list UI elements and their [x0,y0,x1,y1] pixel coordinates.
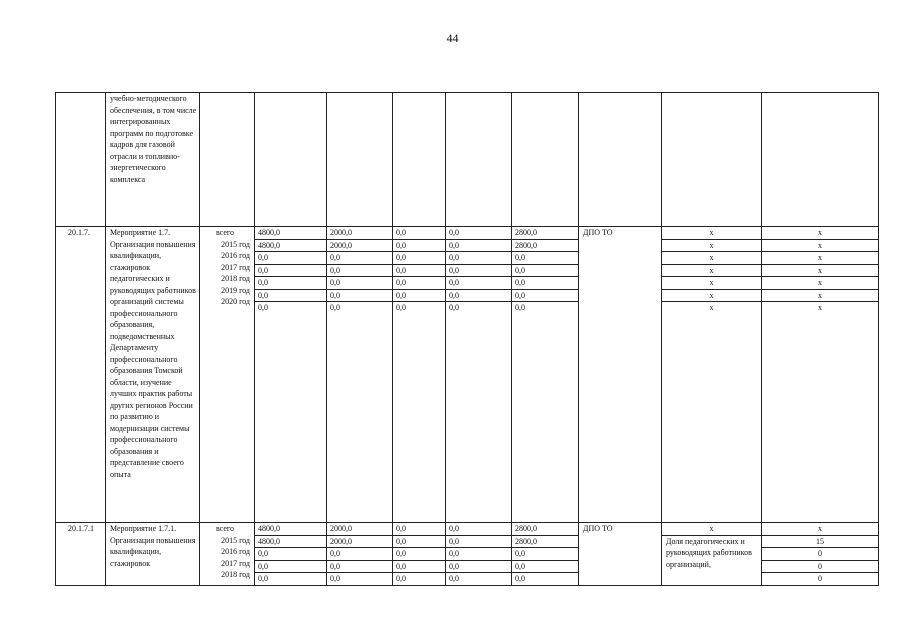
code-cell: 20.1.7. [56,227,106,523]
year-cell: всего 2015 год 2016 год 2017 год 2018 год 2019 год 2020 год [200,227,255,523]
indicator-cell: х Доля педагогических и руководящих работников организаций, [662,523,762,586]
local-cell: 0,0 0,0 0,0 0,0 0,0 0,0 0,0 [446,227,512,523]
executor-cell: ДПО ТО [579,227,662,523]
federal-cell: 2000,0 2000,0 0,0 0,0 0,0 [327,523,393,586]
federal-cell: 2000,0 2000,0 0,0 0,0 0,0 0,0 0,0 [327,227,393,523]
table-row [56,523,879,586]
year-cell: всего 2015 год 2016 год 2017 год 2018 год [200,523,255,586]
budget-table [55,92,879,586]
page-number: 44 [446,31,459,45]
code-cell [56,93,106,227]
table-row [56,227,879,523]
name-cell: учебно-методического обеспечения, в том числе интегрированных программ по подготовке кадров для газовой отрасли и топливно-энергетического комплекса [106,93,200,227]
total-cell: 4800,0 4800,0 0,0 0,0 0,0 0,0 0,0 [255,227,327,523]
name-cell: Мероприятие 1.7.1. Организация повышения квалификации, стажировок [106,523,200,586]
indicator-cell: х х х х х х х [662,227,762,523]
local-cell: 0,0 0,0 0,0 0,0 0,0 [446,523,512,586]
extra-budget-cell: 2800,0 2800,0 0,0 0,0 0,0 [512,523,579,586]
indicator-value-cell: х 15 0 0 0 [762,523,879,586]
total-cell: 4800,0 4800,0 0,0 0,0 0,0 [255,523,327,586]
indicator-text: Доля педагогических и руководящих работников организаций, [666,536,752,569]
regional-cell: 0,0 0,0 0,0 0,0 0,0 [393,523,446,586]
indicator-value-cell: х х х х х х х [762,227,879,523]
executor-cell: ДПО ТО [579,523,662,586]
name-cell: Мероприятие 1.7. Организация повышения квалификации, стажировок педагогических и руководящих работников организаций системы профессионального образования, подведомственных Департаменту профессионального образования Томской области, изучение лучших практик работы других регионов России по развитию и модернизации системы профессионального образования и представление своего опыта [106,227,200,523]
table-row-continuation [56,93,879,227]
code-cell: 20.1.7.1 [56,523,106,586]
extra-budget-cell: 2800,0 2800,0 0,0 0,0 0,0 0,0 0,0 [512,227,579,523]
regional-cell: 0,0 0,0 0,0 0,0 0,0 0,0 0,0 [393,227,446,523]
